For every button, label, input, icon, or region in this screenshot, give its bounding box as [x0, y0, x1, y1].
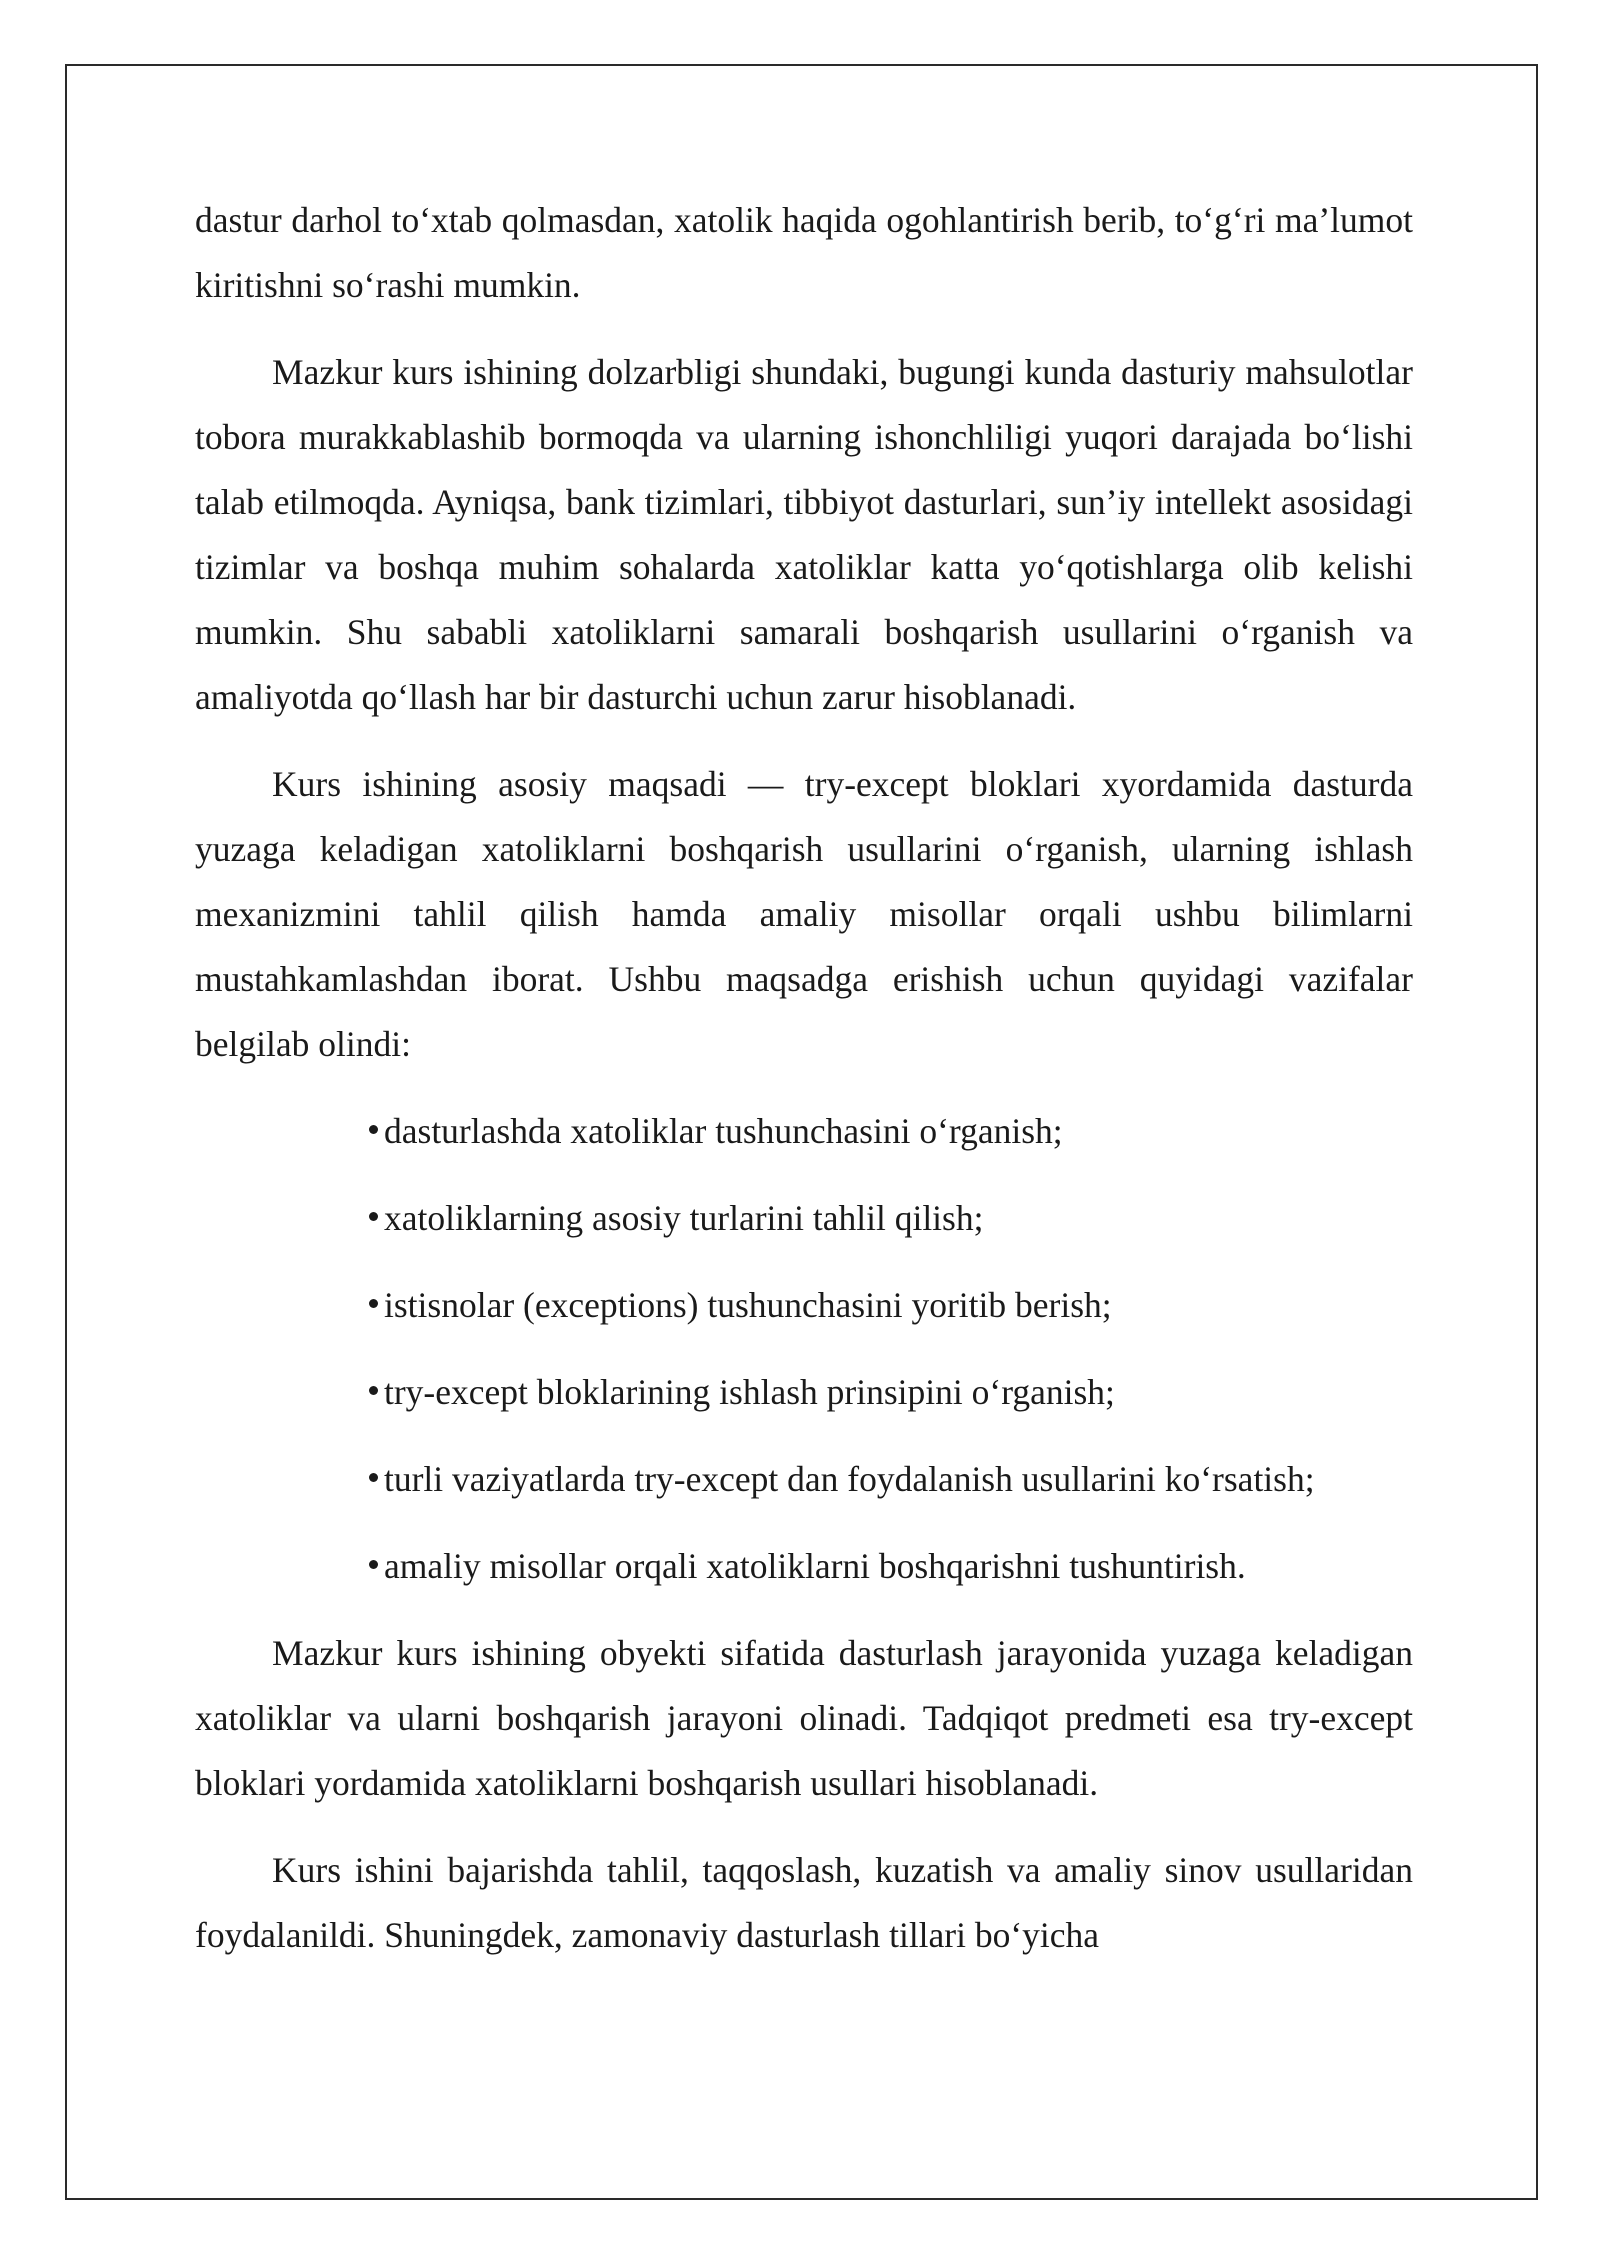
list-item: [369, 1360, 1413, 1425]
list-item-text: istisnolar (exceptions) tushunchasini yoritib berish;: [384, 1285, 1112, 1325]
paragraph-continuation: dastur darhol to‘xtab qolmasdan, xatolik haqida ogohlantirish berib, to‘g‘ri ma’lumot kiritishni so‘rashi mumkin.: [195, 200, 1413, 305]
bullet-icon: [369, 1125, 378, 1134]
list-item: [369, 1447, 1413, 1512]
list-item: [369, 1186, 1413, 1251]
list-item: [369, 1534, 1413, 1599]
bullet-icon: [369, 1560, 378, 1569]
list-item-text: dasturlashda xatoliklar tushunchasini o‘rganish;: [384, 1111, 1063, 1151]
list-item-text: amaliy misollar orqali xatoliklarni boshqarishni tushuntirish.: [384, 1546, 1246, 1586]
paragraph-methods: Kurs ishini bajarishda tahlil, taqqoslash, kuzatish va amaliy sinov usullaridan foydalanildi. Shuningdek, zamonaviy dasturlash tillari bo‘yicha: [195, 1850, 1413, 1955]
list-item-text: try-except bloklarining ishlash prinsipini o‘rganish;: [384, 1372, 1115, 1412]
list-item: [369, 1273, 1413, 1338]
list-item-text: xatoliklarning asosiy turlarini tahlil qilish;: [384, 1198, 984, 1238]
paragraph-goal: Kurs ishining asosiy maqsadi — try-except bloklari xyordamida dasturda yuzaga keladigan xatoliklarni boshqarish usullarini o‘rganish, ularning ishlash mexanizmini tahlil qilish hamda amaliy misollar orqali ushbu bilimlarni mustahkamlashdan iborat. Ushbu maqsadga erishish uchun quyidagi vazifalar belgilab olindi:: [195, 764, 1413, 1064]
document-body: [195, 188, 1413, 1968]
paragraph-relevance: Mazkur kurs ishining dolzarbligi shundaki, bugungi kunda dasturiy mahsulotlar tobora murakkablashib bormoqda va ularning ishonchliligi yuqori darajada bo‘lishi talab etilmoqda. Ayniqsa, bank tizimlari, tibbiyot dasturlari, sun’iy intellekt asosidagi tizimlar va boshqa muhim sohalarda xatoliklar katta yo‘qotishlarga olib kelishi mumkin. Shu sababli xatoliklarni samarali boshqarish usullarini o‘rganish va amaliyotda qo‘llash har bir dasturchi uchun zarur hisoblanadi.: [195, 352, 1413, 717]
bullet-icon: [369, 1299, 378, 1308]
paragraph-object: Mazkur kurs ishining obyekti sifatida dasturlash jarayonida yuzaga keladigan xatoliklar va ularni boshqarish jarayoni olinadi. Tadqiqot predmeti esa try-except bloklari yordamida xatoliklarni boshqarish usullari hisoblanadi.: [195, 1633, 1413, 1803]
bullet-icon: [369, 1473, 378, 1482]
bullet-icon: [369, 1212, 378, 1221]
list-item: [369, 1099, 1413, 1164]
bullet-icon: [369, 1386, 378, 1395]
list-item-text: turli vaziyatlarda try-except dan foydalanish usullarini ko‘rsatish;: [384, 1459, 1315, 1499]
task-list: [195, 1099, 1413, 1599]
